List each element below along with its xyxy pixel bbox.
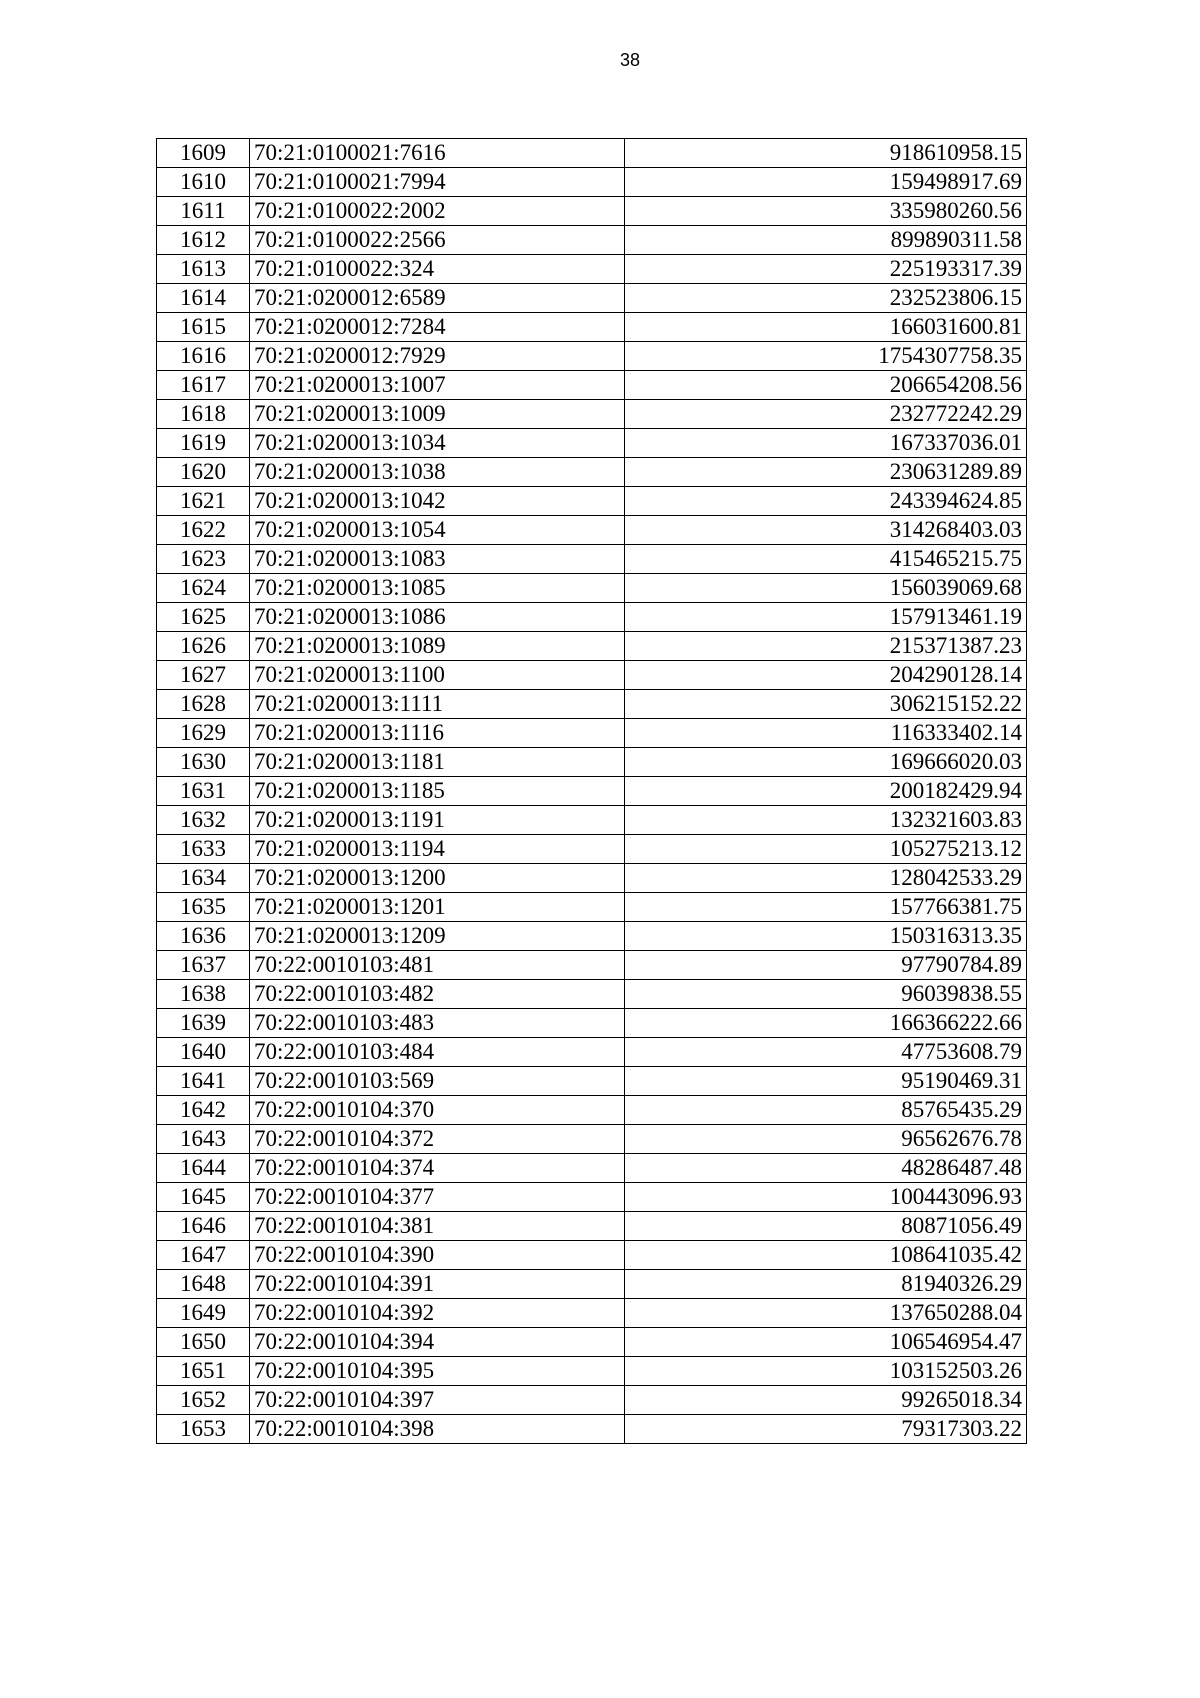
cadastral-number-cell: 70:22:0010104:398 bbox=[250, 1415, 625, 1444]
registry-table-container bbox=[156, 138, 1027, 1444]
cadastral-number-cell: 70:21:0200013:1111 bbox=[250, 690, 625, 719]
table-row bbox=[157, 1270, 1027, 1299]
cadastral-number-cell: 70:21:0200012:7929 bbox=[250, 342, 625, 371]
row-number-cell: 1630 bbox=[157, 748, 250, 777]
table-row bbox=[157, 1096, 1027, 1125]
cadastral-value-cell: 166366222.66 bbox=[625, 1009, 1027, 1038]
row-number-cell: 1625 bbox=[157, 603, 250, 632]
row-number-cell: 1627 bbox=[157, 661, 250, 690]
row-number-cell: 1638 bbox=[157, 980, 250, 1009]
cadastral-value-cell: 137650288.04 bbox=[625, 1299, 1027, 1328]
cadastral-value-cell: 106546954.47 bbox=[625, 1328, 1027, 1357]
row-number-cell: 1621 bbox=[157, 487, 250, 516]
cadastral-value-cell: 918610958.15 bbox=[625, 139, 1027, 168]
cadastral-number-cell: 70:22:0010103:483 bbox=[250, 1009, 625, 1038]
cadastral-number-cell: 70:21:0100022:324 bbox=[250, 255, 625, 284]
cadastral-value-cell: 79317303.22 bbox=[625, 1415, 1027, 1444]
table-row bbox=[157, 1415, 1027, 1444]
cadastral-value-cell: 1754307758.35 bbox=[625, 342, 1027, 371]
cadastral-number-cell: 70:21:0200012:7284 bbox=[250, 313, 625, 342]
row-number-cell: 1620 bbox=[157, 458, 250, 487]
table-row bbox=[157, 197, 1027, 226]
row-number-cell: 1653 bbox=[157, 1415, 250, 1444]
cadastral-number-cell: 70:22:0010104:377 bbox=[250, 1183, 625, 1212]
cadastral-value-cell: 206654208.56 bbox=[625, 371, 1027, 400]
table-row bbox=[157, 516, 1027, 545]
row-number-cell: 1613 bbox=[157, 255, 250, 284]
table-row bbox=[157, 980, 1027, 1009]
cadastral-number-cell: 70:21:0200013:1116 bbox=[250, 719, 625, 748]
row-number-cell: 1614 bbox=[157, 284, 250, 313]
registry-table bbox=[156, 138, 1027, 1444]
cadastral-number-cell: 70:21:0200012:6589 bbox=[250, 284, 625, 313]
cadastral-value-cell: 204290128.14 bbox=[625, 661, 1027, 690]
cadastral-value-cell: 159498917.69 bbox=[625, 168, 1027, 197]
table-row bbox=[157, 1183, 1027, 1212]
row-number-cell: 1649 bbox=[157, 1299, 250, 1328]
cadastral-number-cell: 70:21:0200013:1042 bbox=[250, 487, 625, 516]
cadastral-value-cell: 100443096.93 bbox=[625, 1183, 1027, 1212]
cadastral-number-cell: 70:21:0100021:7616 bbox=[250, 139, 625, 168]
cadastral-number-cell: 70:22:0010104:390 bbox=[250, 1241, 625, 1270]
cadastral-number-cell: 70:22:0010104:372 bbox=[250, 1125, 625, 1154]
row-number-cell: 1632 bbox=[157, 806, 250, 835]
table-row bbox=[157, 632, 1027, 661]
cadastral-number-cell: 70:21:0200013:1209 bbox=[250, 922, 625, 951]
cadastral-value-cell: 108641035.42 bbox=[625, 1241, 1027, 1270]
cadastral-value-cell: 99265018.34 bbox=[625, 1386, 1027, 1415]
cadastral-value-cell: 96562676.78 bbox=[625, 1125, 1027, 1154]
cadastral-number-cell: 70:21:0200013:1034 bbox=[250, 429, 625, 458]
cadastral-number-cell: 70:21:0200013:1200 bbox=[250, 864, 625, 893]
cadastral-number-cell: 70:22:0010104:374 bbox=[250, 1154, 625, 1183]
table-row bbox=[157, 835, 1027, 864]
table-row bbox=[157, 1386, 1027, 1415]
table-row bbox=[157, 255, 1027, 284]
table-row bbox=[157, 313, 1027, 342]
row-number-cell: 1646 bbox=[157, 1212, 250, 1241]
row-number-cell: 1633 bbox=[157, 835, 250, 864]
row-number-cell: 1636 bbox=[157, 922, 250, 951]
cadastral-value-cell: 157913461.19 bbox=[625, 603, 1027, 632]
cadastral-number-cell: 70:21:0200013:1038 bbox=[250, 458, 625, 487]
cadastral-number-cell: 70:22:0010103:569 bbox=[250, 1067, 625, 1096]
row-number-cell: 1626 bbox=[157, 632, 250, 661]
cadastral-value-cell: 128042533.29 bbox=[625, 864, 1027, 893]
row-number-cell: 1644 bbox=[157, 1154, 250, 1183]
row-number-cell: 1640 bbox=[157, 1038, 250, 1067]
table-row bbox=[157, 1038, 1027, 1067]
table-row bbox=[157, 371, 1027, 400]
cadastral-value-cell: 230631289.89 bbox=[625, 458, 1027, 487]
table-row bbox=[157, 603, 1027, 632]
row-number-cell: 1637 bbox=[157, 951, 250, 980]
row-number-cell: 1611 bbox=[157, 197, 250, 226]
row-number-cell: 1622 bbox=[157, 516, 250, 545]
cadastral-number-cell: 70:22:0010104:381 bbox=[250, 1212, 625, 1241]
table-row bbox=[157, 342, 1027, 371]
cadastral-value-cell: 105275213.12 bbox=[625, 835, 1027, 864]
cadastral-value-cell: 232772242.29 bbox=[625, 400, 1027, 429]
table-row bbox=[157, 748, 1027, 777]
cadastral-number-cell: 70:22:0010104:370 bbox=[250, 1096, 625, 1125]
row-number-cell: 1619 bbox=[157, 429, 250, 458]
row-number-cell: 1650 bbox=[157, 1328, 250, 1357]
row-number-cell: 1618 bbox=[157, 400, 250, 429]
table-row bbox=[157, 574, 1027, 603]
cadastral-number-cell: 70:22:0010103:484 bbox=[250, 1038, 625, 1067]
table-row bbox=[157, 1009, 1027, 1038]
cadastral-value-cell: 103152503.26 bbox=[625, 1357, 1027, 1386]
cadastral-number-cell: 70:21:0200013:1201 bbox=[250, 893, 625, 922]
cadastral-value-cell: 314268403.03 bbox=[625, 516, 1027, 545]
cadastral-value-cell: 150316313.35 bbox=[625, 922, 1027, 951]
cadastral-value-cell: 225193317.39 bbox=[625, 255, 1027, 284]
cadastral-value-cell: 116333402.14 bbox=[625, 719, 1027, 748]
cadastral-number-cell: 70:21:0200013:1009 bbox=[250, 400, 625, 429]
row-number-cell: 1645 bbox=[157, 1183, 250, 1212]
cadastral-number-cell: 70:21:0100022:2566 bbox=[250, 226, 625, 255]
cadastral-number-cell: 70:21:0200013:1181 bbox=[250, 748, 625, 777]
row-number-cell: 1609 bbox=[157, 139, 250, 168]
table-row bbox=[157, 458, 1027, 487]
cadastral-number-cell: 70:21:0100021:7994 bbox=[250, 168, 625, 197]
cadastral-value-cell: 215371387.23 bbox=[625, 632, 1027, 661]
cadastral-number-cell: 70:22:0010104:394 bbox=[250, 1328, 625, 1357]
cadastral-value-cell: 156039069.68 bbox=[625, 574, 1027, 603]
table-row bbox=[157, 487, 1027, 516]
registry-table-body bbox=[157, 139, 1027, 1444]
row-number-cell: 1631 bbox=[157, 777, 250, 806]
table-row bbox=[157, 226, 1027, 255]
row-number-cell: 1635 bbox=[157, 893, 250, 922]
table-row bbox=[157, 719, 1027, 748]
cadastral-value-cell: 48286487.48 bbox=[625, 1154, 1027, 1183]
cadastral-value-cell: 243394624.85 bbox=[625, 487, 1027, 516]
cadastral-value-cell: 47753608.79 bbox=[625, 1038, 1027, 1067]
cadastral-value-cell: 167337036.01 bbox=[625, 429, 1027, 458]
cadastral-number-cell: 70:21:0200013:1089 bbox=[250, 632, 625, 661]
cadastral-number-cell: 70:21:0200013:1083 bbox=[250, 545, 625, 574]
cadastral-number-cell: 70:21:0200013:1194 bbox=[250, 835, 625, 864]
row-number-cell: 1641 bbox=[157, 1067, 250, 1096]
table-row bbox=[157, 661, 1027, 690]
row-number-cell: 1624 bbox=[157, 574, 250, 603]
row-number-cell: 1634 bbox=[157, 864, 250, 893]
cadastral-number-cell: 70:22:0010103:482 bbox=[250, 980, 625, 1009]
cadastral-value-cell: 157766381.75 bbox=[625, 893, 1027, 922]
row-number-cell: 1639 bbox=[157, 1009, 250, 1038]
row-number-cell: 1612 bbox=[157, 226, 250, 255]
table-row bbox=[157, 1357, 1027, 1386]
cadastral-number-cell: 70:22:0010104:391 bbox=[250, 1270, 625, 1299]
table-row bbox=[157, 922, 1027, 951]
row-number-cell: 1643 bbox=[157, 1125, 250, 1154]
table-row bbox=[157, 1328, 1027, 1357]
cadastral-number-cell: 70:22:0010104:397 bbox=[250, 1386, 625, 1415]
cadastral-number-cell: 70:22:0010104:392 bbox=[250, 1299, 625, 1328]
row-number-cell: 1629 bbox=[157, 719, 250, 748]
table-row bbox=[157, 951, 1027, 980]
table-row bbox=[157, 1241, 1027, 1270]
cadastral-value-cell: 169666020.03 bbox=[625, 748, 1027, 777]
table-row bbox=[157, 806, 1027, 835]
table-row bbox=[157, 864, 1027, 893]
cadastral-number-cell: 70:21:0200013:1191 bbox=[250, 806, 625, 835]
cadastral-value-cell: 97790784.89 bbox=[625, 951, 1027, 980]
table-row bbox=[157, 1125, 1027, 1154]
cadastral-number-cell: 70:21:0200013:1085 bbox=[250, 574, 625, 603]
cadastral-value-cell: 335980260.56 bbox=[625, 197, 1027, 226]
cadastral-value-cell: 232523806.15 bbox=[625, 284, 1027, 313]
cadastral-number-cell: 70:21:0200013:1054 bbox=[250, 516, 625, 545]
row-number-cell: 1616 bbox=[157, 342, 250, 371]
row-number-cell: 1651 bbox=[157, 1357, 250, 1386]
cadastral-value-cell: 415465215.75 bbox=[625, 545, 1027, 574]
cadastral-value-cell: 96039838.55 bbox=[625, 980, 1027, 1009]
cadastral-value-cell: 132321603.83 bbox=[625, 806, 1027, 835]
row-number-cell: 1615 bbox=[157, 313, 250, 342]
cadastral-number-cell: 70:21:0200013:1185 bbox=[250, 777, 625, 806]
cadastral-number-cell: 70:21:0200013:1100 bbox=[250, 661, 625, 690]
cadastral-value-cell: 200182429.94 bbox=[625, 777, 1027, 806]
table-row bbox=[157, 1154, 1027, 1183]
cadastral-value-cell: 95190469.31 bbox=[625, 1067, 1027, 1096]
cadastral-number-cell: 70:22:0010104:395 bbox=[250, 1357, 625, 1386]
row-number-cell: 1617 bbox=[157, 371, 250, 400]
row-number-cell: 1652 bbox=[157, 1386, 250, 1415]
table-row bbox=[157, 777, 1027, 806]
table-row bbox=[157, 545, 1027, 574]
cadastral-number-cell: 70:21:0100022:2002 bbox=[250, 197, 625, 226]
row-number-cell: 1647 bbox=[157, 1241, 250, 1270]
cadastral-number-cell: 70:21:0200013:1007 bbox=[250, 371, 625, 400]
table-row bbox=[157, 400, 1027, 429]
cadastral-number-cell: 70:21:0200013:1086 bbox=[250, 603, 625, 632]
cadastral-value-cell: 85765435.29 bbox=[625, 1096, 1027, 1125]
cadastral-value-cell: 81940326.29 bbox=[625, 1270, 1027, 1299]
table-row bbox=[157, 1212, 1027, 1241]
cadastral-value-cell: 166031600.81 bbox=[625, 313, 1027, 342]
row-number-cell: 1642 bbox=[157, 1096, 250, 1125]
table-row bbox=[157, 429, 1027, 458]
table-row bbox=[157, 1299, 1027, 1328]
table-row bbox=[157, 168, 1027, 197]
table-row bbox=[157, 690, 1027, 719]
table-row bbox=[157, 284, 1027, 313]
row-number-cell: 1623 bbox=[157, 545, 250, 574]
cadastral-value-cell: 80871056.49 bbox=[625, 1212, 1027, 1241]
page-number: 38 bbox=[619, 50, 641, 70]
cadastral-value-cell: 306215152.22 bbox=[625, 690, 1027, 719]
table-row bbox=[157, 139, 1027, 168]
table-row bbox=[157, 893, 1027, 922]
cadastral-value-cell: 899890311.58 bbox=[625, 226, 1027, 255]
table-row bbox=[157, 1067, 1027, 1096]
row-number-cell: 1628 bbox=[157, 690, 250, 719]
cadastral-number-cell: 70:22:0010103:481 bbox=[250, 951, 625, 980]
row-number-cell: 1648 bbox=[157, 1270, 250, 1299]
row-number-cell: 1610 bbox=[157, 168, 250, 197]
